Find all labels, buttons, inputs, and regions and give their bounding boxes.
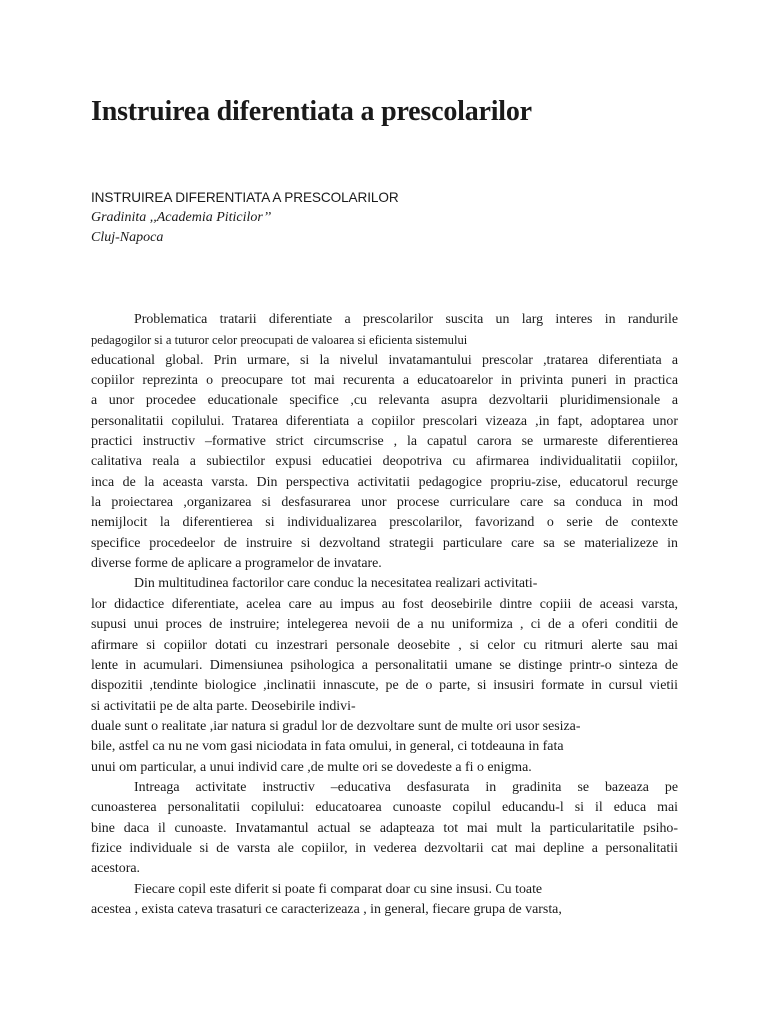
- header-heading: INSTRUIREA DIFERENTIATA A PRESCOLARILOR: [91, 190, 399, 205]
- text-line: unui om particular, a unui individ care ,de multe ori se dovedeste a fi o enigma.: [91, 759, 532, 775]
- text-line: si activitatii pe de alta parte. Deosebirile indivi-: [91, 698, 356, 714]
- text-line: inca de la aceasta varsta. Din perspectiva activitatii pedagogice propriu-zise, educatorul recurge: [91, 474, 678, 490]
- document-header: [91, 188, 691, 248]
- text-line: Problematica tratarii diferentiate a prescolarilor suscita un larg interes in randurile: [134, 312, 678, 327]
- header-institution: Gradinita ,,Academia Piticilor’’: [91, 210, 272, 225]
- text-line: Fiecare copil este diferit si poate fi comparat doar cu sine insusi. Cu toate: [134, 881, 543, 897]
- text-line: dispozitii ,tendinte biologice ,inclinatii innascute, pe de o parte, si insusiri formate in cursul vietii: [91, 678, 678, 694]
- text-line: specifice procedeelor de instruire si dezvoltand strategii particulare care sa se materializeze in: [91, 535, 678, 551]
- header-city: Cluj-Napoca: [91, 230, 164, 245]
- text-line: diverse forme de aplicare a programelor de invatare.: [91, 556, 382, 572]
- text-line: bine daca il cunoaste. Invatamantul actual se adapteaza tot mai mult la particularitatile psiho-: [91, 820, 678, 836]
- text-line: lente in acumulari. Dimensiunea psihologica a personalitatii umane se distinge printr-o sinteza de: [91, 657, 678, 673]
- text-line: supusi unui proces de instruire; intelegerea nevoii de a nu uniformiza , ci de a oferi conditii de: [91, 617, 678, 633]
- text-line: calitativa reala a subiectilor expusi educatiei deopotriva cu afirmarea individualitatii copiilor,: [91, 454, 678, 470]
- text-line: acestora.: [91, 861, 140, 877]
- text-line: educational global. Prin urmare, si la nivelul invatamantului prescolar ,tratarea diferentiata a: [91, 352, 678, 368]
- text-line: personalitatii copilului. Tratarea diferentiata a copiilor prescolari vizeaza ,in fapt, adoptarea unor: [91, 413, 678, 429]
- text-line: la proiectarea ,organizarea si desfasurarea unor procese curriculare care sa conduca in mod: [91, 495, 678, 511]
- text-line: a unor procedee educationale specifice ,cu relevanta asupra dezvoltarii pluridimensionale a: [91, 393, 678, 409]
- text-line: Din multitudinea factorilor care conduc la necesitatea realizari activitati-: [134, 576, 538, 592]
- text-line: fizice individuale si de varsta ale copiilor, in vederea dezvoltarii cat mai depline a personalitatii: [91, 840, 678, 856]
- text-line: pedagogilor si a tuturor celor preocupati de valoarea si eficienta sistemului: [91, 333, 468, 348]
- text-line: nemijlocit la diferentierea si individualizarea prescolarilor, favorizand o serie de contexte: [91, 515, 678, 531]
- text-line: afirmare si copiilor dotati cu inzestrari personale deosebite , si celor cu ritmuri alerte sau mai: [91, 637, 678, 653]
- text-line: duale sunt o realitate ,iar natura si gradul lor de dezvoltare sunt de multe ori usor sesiza-: [91, 718, 581, 734]
- text-line: practici instructiv –formative strict circumscrise , la capatul carora se urmareste diferentierea: [91, 434, 678, 450]
- text-line: copiilor reprezinta o preocupare tot mai recurenta a educatoarelor in privinta puneri in practica: [91, 373, 678, 389]
- text-line: Intreaga activitate instructiv –educativa desfasurata in gradinita se bazeaza pe: [134, 779, 678, 795]
- body-text: [91, 310, 678, 920]
- text-line: bile, astfel ca nu ne vom gasi niciodata in fata omului, in general, ci totdeauna in fata: [91, 739, 564, 755]
- text-line: acestea , exista cateva trasaturi ce caracterizeaza , in general, fiecare grupa de varsta,: [91, 901, 562, 917]
- text-line: cunoasterea personalitatii copilului: educatoarea cunoaste copilul educandu-l si il educa mai: [91, 800, 678, 816]
- text-line: lor didactice diferentiate, acelea care au impus au fost deosebirile dintre copiii de aceasi varsta,: [91, 596, 678, 612]
- document-title: Instruirea diferentiata a prescolarilor: [91, 96, 532, 127]
